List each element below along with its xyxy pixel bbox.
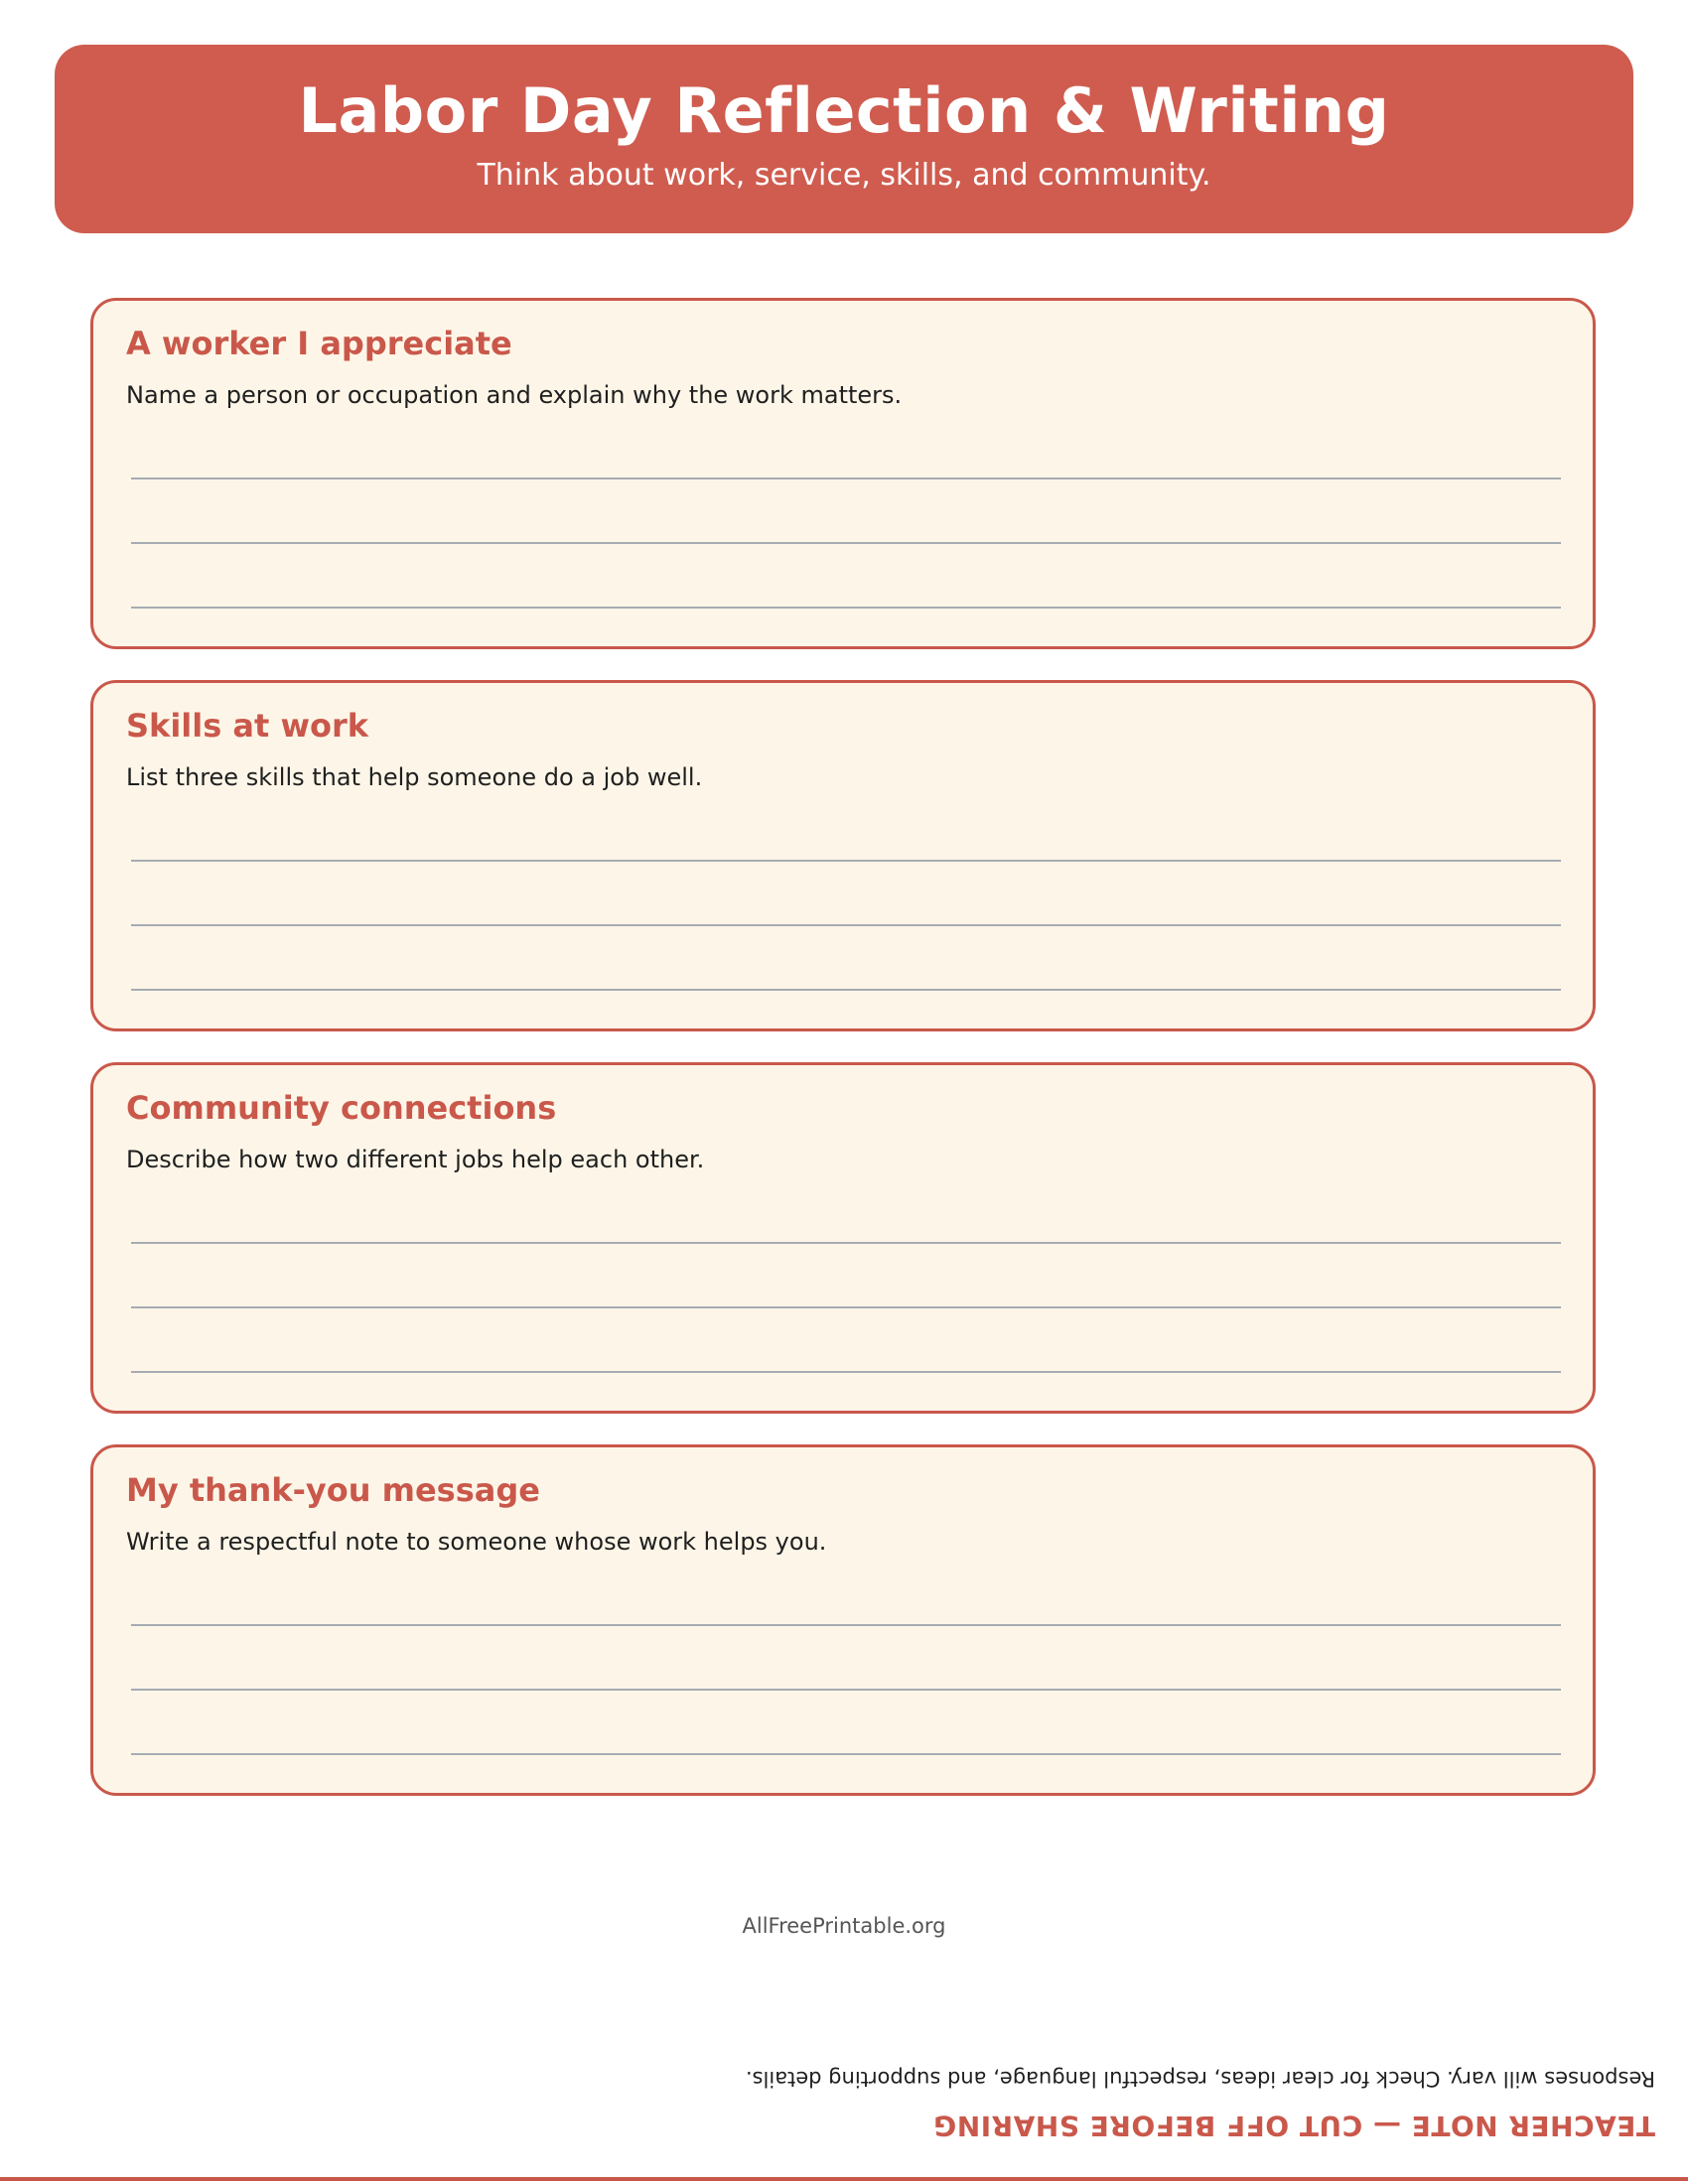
writing-line[interactable] (131, 542, 1561, 544)
writing-line[interactable] (131, 1242, 1561, 1244)
section-card-worker-appreciate (90, 298, 1596, 649)
section-card-community-connections (90, 1062, 1596, 1414)
teacher-note (0, 2065, 1688, 2184)
writing-line[interactable] (131, 478, 1561, 479)
section-card-skills-at-work (90, 680, 1596, 1031)
writing-line[interactable] (131, 924, 1561, 926)
cut-line (0, 2177, 1688, 2181)
writing-line[interactable] (131, 989, 1561, 991)
writing-line[interactable] (131, 860, 1561, 862)
page-title: Labor Day Reflection & Writing (298, 74, 1390, 147)
writing-line[interactable] (131, 1689, 1561, 1691)
section-prompt: Describe how two different jobs help each other. (126, 1146, 705, 1173)
writing-line[interactable] (131, 1371, 1561, 1373)
writing-line[interactable] (131, 607, 1561, 609)
footer-brand: AllFreePrintable.org (742, 1914, 946, 1938)
section-title: Community connections (126, 1089, 557, 1127)
section-title: My thank-you message (126, 1471, 540, 1509)
teacher-note-text: Responses will vary. Check for clear ideas, respectful language, and supporting details. (745, 2067, 1655, 2091)
page-header (55, 45, 1633, 233)
section-title: Skills at work (126, 707, 369, 745)
writing-line[interactable] (131, 1624, 1561, 1626)
section-prompt: Name a person or occupation and explain why the work matters. (126, 381, 903, 409)
writing-line[interactable] (131, 1306, 1561, 1308)
section-prompt: Write a respectful note to someone whose work helps you. (126, 1528, 827, 1556)
section-prompt: List three skills that help someone do a job well. (126, 763, 703, 791)
page-subtitle: Think about work, service, skills, and community. (477, 158, 1211, 193)
teacher-note-title: TEACHER NOTE — CUT OFF BEFORE SHARING (932, 2110, 1655, 2142)
writing-line[interactable] (131, 1753, 1561, 1755)
section-title: A worker I appreciate (126, 325, 512, 362)
section-card-thank-you-message (90, 1444, 1596, 1796)
